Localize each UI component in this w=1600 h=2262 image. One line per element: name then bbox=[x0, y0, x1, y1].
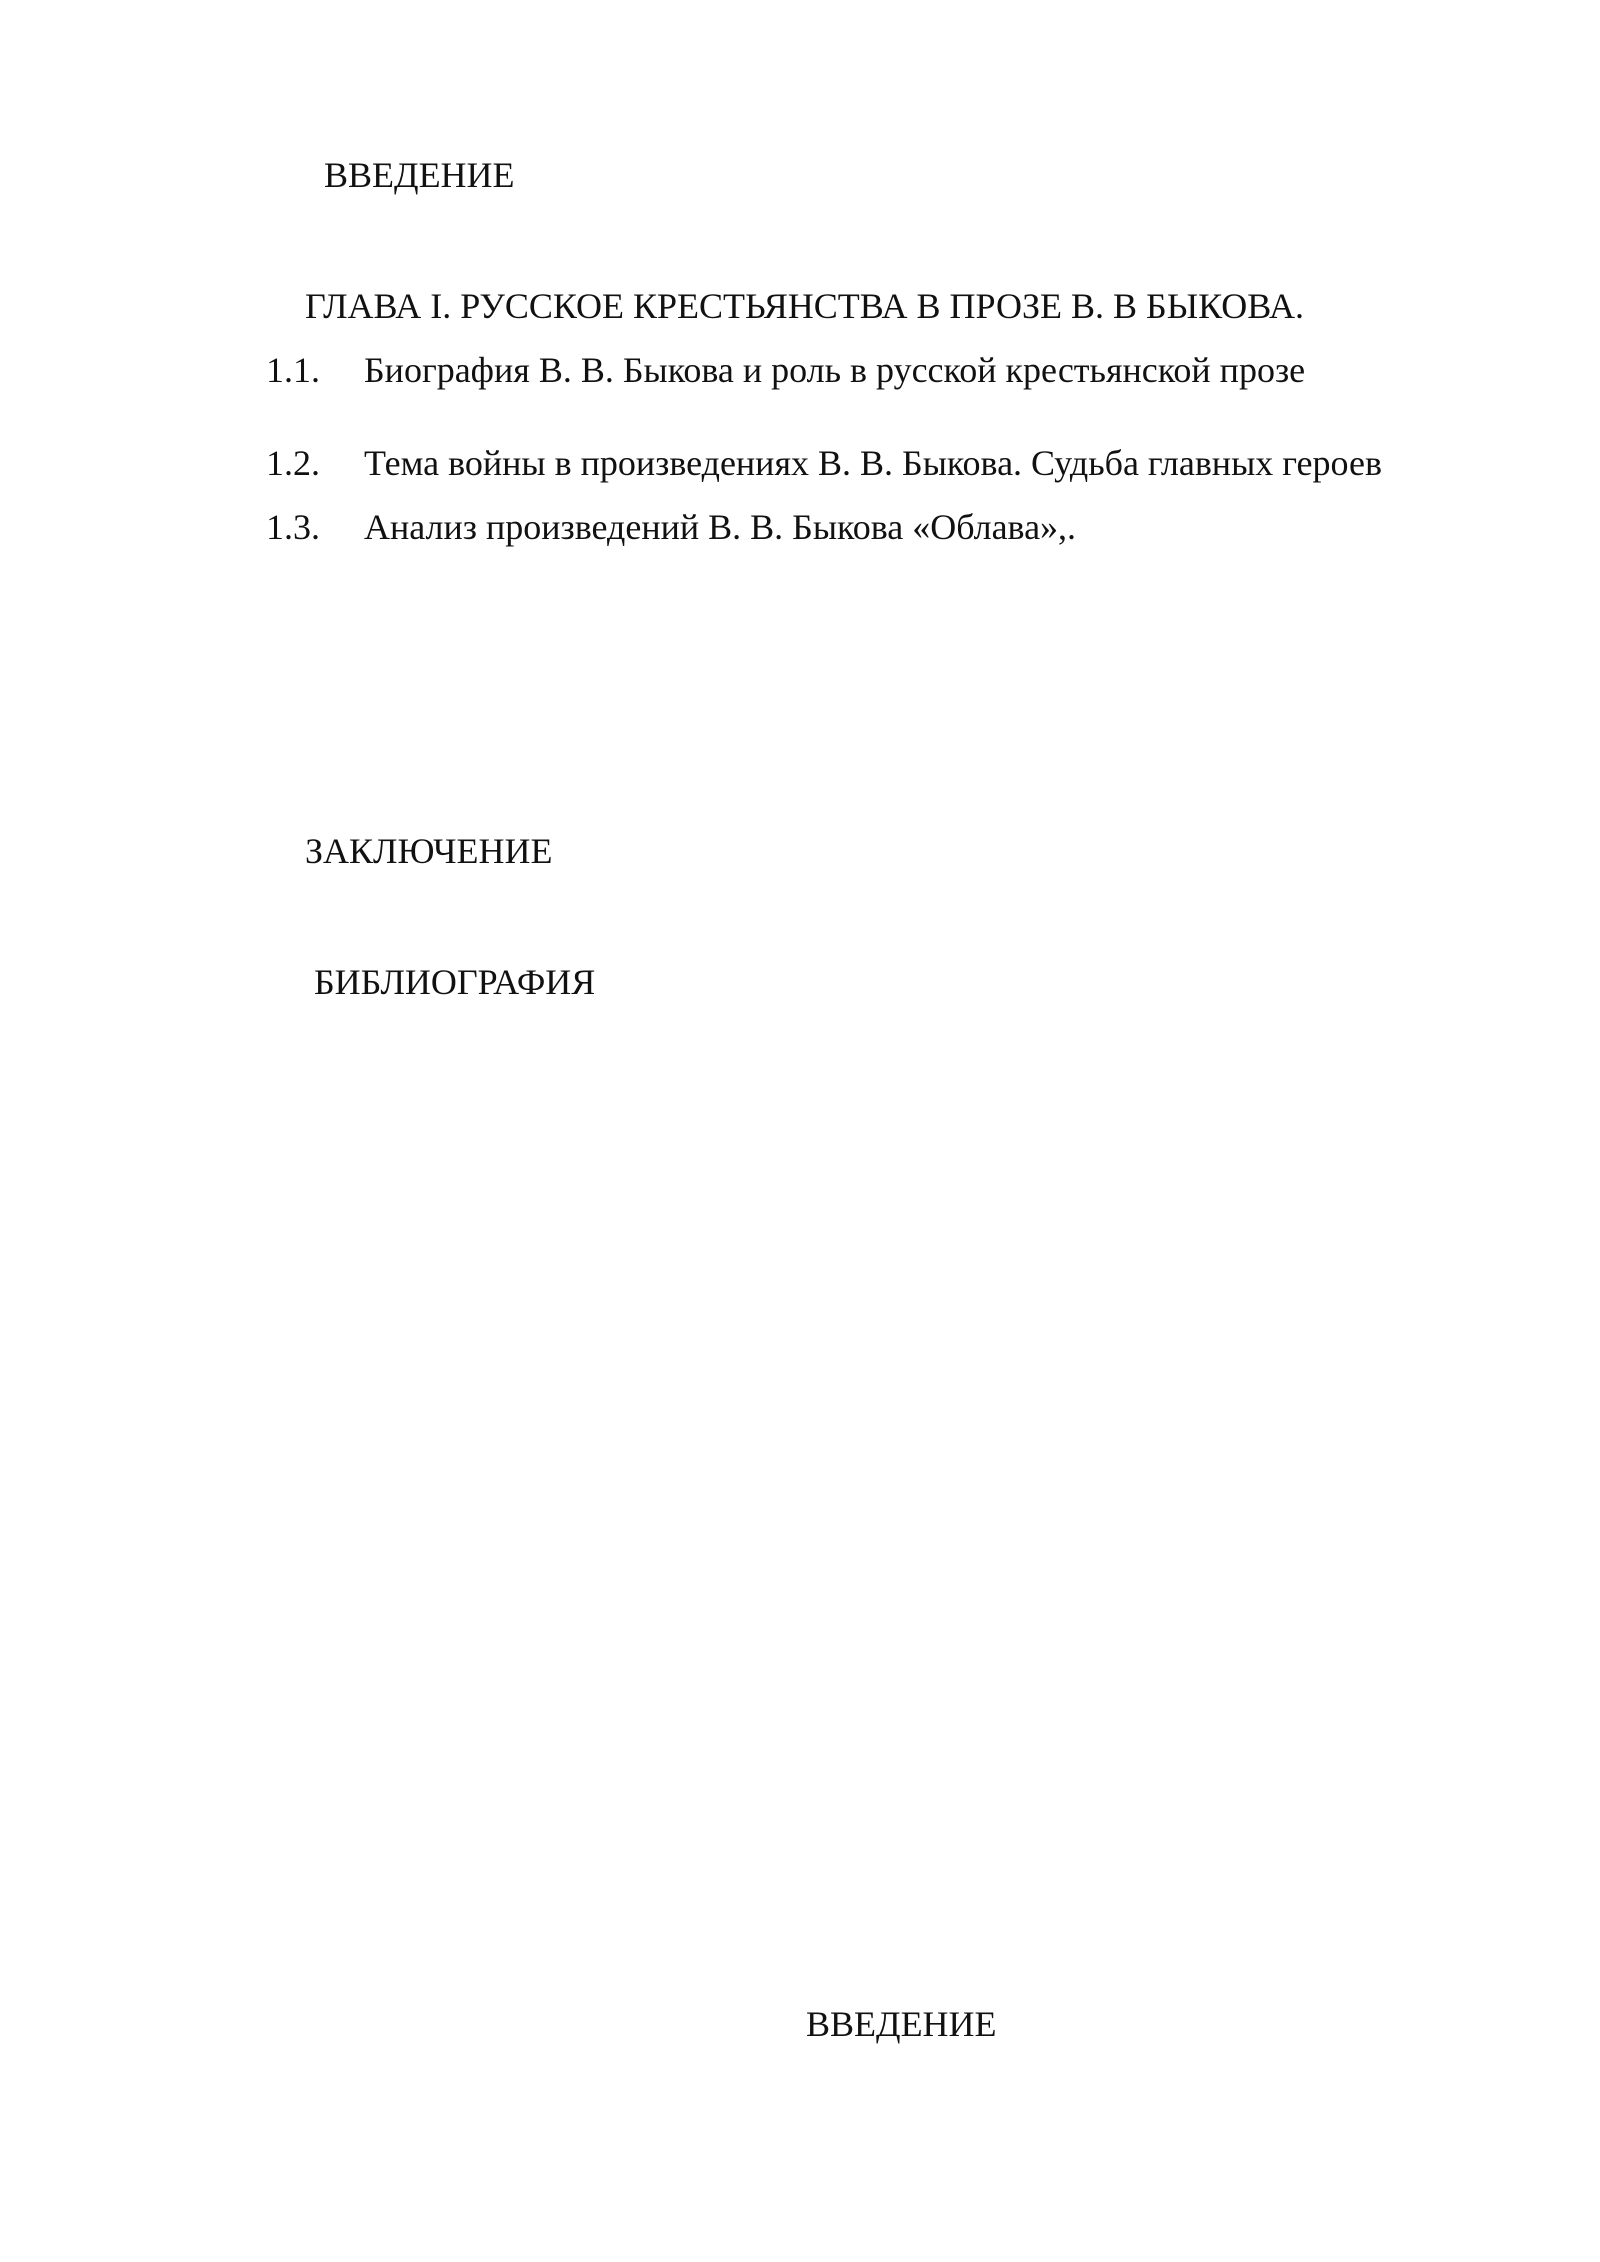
toc-item-number: 1.1. bbox=[266, 350, 320, 390]
section-title: ВВЕДЕНИЕ bbox=[806, 2004, 997, 2044]
toc-item bbox=[0, 505, 1600, 549]
toc-item-title: Тема войны в произведениях В. В. Быкова. Судьба главных героев bbox=[364, 443, 1382, 483]
toc-item bbox=[0, 441, 1600, 485]
toc-item bbox=[0, 348, 1600, 392]
toc-intro-heading: ВВЕДЕНИЕ bbox=[324, 155, 515, 195]
toc-chapter-heading: ГЛАВА I. РУССКОЕ КРЕСТЬЯНСТВА В ПРОЗЕ В. В БЫКОВА. bbox=[305, 286, 1304, 326]
toc-item-number: 1.2. bbox=[266, 443, 320, 483]
toc-item-title: Биография В. В. Быкова и роль в русской крестьянской прозе bbox=[364, 350, 1306, 390]
toc-conclusion-heading: ЗАКЛЮЧЕНИЕ bbox=[305, 831, 553, 871]
toc-bibliography-heading: БИБЛИОГРАФИЯ bbox=[314, 962, 596, 1002]
toc-item-title: Анализ произведений В. В. Быкова «Облава»,. bbox=[364, 507, 1077, 547]
toc-item-number: 1.3. bbox=[266, 507, 320, 547]
